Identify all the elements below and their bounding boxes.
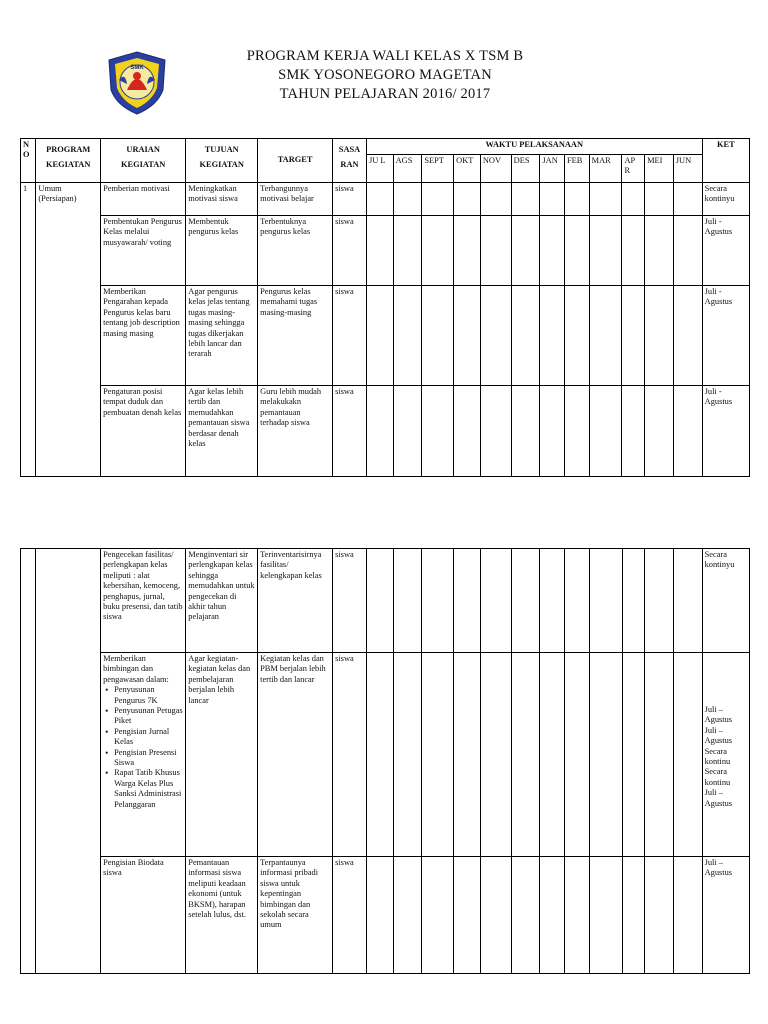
- work-program-table-continued: [20, 548, 750, 974]
- work-program-table: [20, 138, 750, 477]
- table-row: [21, 857, 750, 974]
- col-header-target: TARGET: [258, 139, 333, 183]
- cell-target: Terinventarisirnya fasilitas/ kelengkapan kelas: [258, 549, 333, 653]
- table-row: [21, 653, 750, 857]
- table-row: [21, 216, 750, 286]
- month-header: NOV: [480, 155, 511, 183]
- table-row: [21, 386, 750, 477]
- month-header: AGS: [393, 155, 422, 183]
- col-header-waktu: WAKTU PELAKSANAAN: [366, 139, 702, 155]
- doc-title-line-3: TAHUN PELAJARAN 2016/ 2017: [279, 86, 491, 102]
- list-item: • Rapat Tatib Khusus Warga Kelas Plus Sanksi Administrasi Pelanggaran: [114, 768, 183, 810]
- cell-target: Terbangunnya motivasi belajar: [258, 183, 333, 216]
- cell-uraian: Pengecekan fasilitas/ perlengkapan kelas meliputi : alat kebersihan, kemoceng, penghapus, jurnal, buku presensi, dan tatib siswa: [101, 549, 186, 653]
- cell-tujuan: Membentuk pengurus kelas: [186, 216, 258, 286]
- cell-tujuan: Meningkatkan motivasi siswa: [186, 183, 258, 216]
- month-header: AP R: [622, 155, 645, 183]
- cell-tujuan: Agar kegiatan-kegiatan kelas dan pembelajaran berjalan lebih lancar: [186, 653, 258, 857]
- table-row: [21, 183, 750, 216]
- cell-sasaran: siswa: [333, 857, 367, 974]
- cell-uraian: Pemberian motivasi: [101, 183, 186, 216]
- doc-title-line-2: SMK YOSONEGORO MAGETAN: [278, 67, 492, 83]
- cell-sasaran: siswa: [333, 653, 367, 857]
- cell-tujuan: Pemantauan informasi siswa meliputi keadaan ekonomi (untuk BKSM), harapan setelah lulus, dst.: [186, 857, 258, 974]
- cell-ket: Juli - Agustus: [702, 216, 749, 286]
- table-row: [21, 549, 750, 653]
- cell-target: Guru lebih mudah melakukakn pemantauan terhadap siswa: [258, 386, 333, 477]
- month-header: SEPT: [422, 155, 454, 183]
- cell-no: 1: [21, 183, 36, 477]
- month-header: JU L: [366, 155, 393, 183]
- cell-ket: Secara kontinyu: [702, 183, 749, 216]
- school-shield-logo: [105, 50, 169, 116]
- cell-tujuan: Menginventari sir perlengkapan kelas sehingga memudahkan untuk pengecekan di akhir tahun pelajaran: [186, 549, 258, 653]
- cell-uraian: Pengaturan posisi tempat duduk dan pembuatan denah kelas: [101, 386, 186, 477]
- cell-target: Terbentuknya pengurus kelas: [258, 216, 333, 286]
- cell-target: Kegiatan kelas dan PBM berjalan lebih tertib dan lancar: [258, 653, 333, 857]
- cell-ket: Juli – Agustus Juli – Agustus Secara kontinu Secara kontinu Juli – Agustus: [702, 653, 749, 857]
- month-header: MAR: [589, 155, 622, 183]
- list-item: • Penyusunan Petugas Piket: [114, 706, 183, 727]
- cell-target: Terpantaunya informasi pribadi siswa untuk kepentingan bimbingan dan sekolah secara umum: [258, 857, 333, 974]
- month-header: MEI: [645, 155, 674, 183]
- cell-sasaran: siswa: [333, 183, 367, 216]
- cell-sasaran: siswa: [333, 286, 367, 386]
- cell-target: Pengurus kelas memahami tugas masing-masing: [258, 286, 333, 386]
- cell-tujuan: Agar kelas lebih tertib dan memudahkan pemantauan siswa berdasar denah kelas: [186, 386, 258, 477]
- cell-uraian: Pembentukan Pengurus Kelas melalui musyawarah/ voting: [101, 216, 186, 286]
- cell-ket: Juli - Agustus: [702, 386, 749, 477]
- doc-title-line-1: PROGRAM KERJA WALI KELAS X TSM B: [246, 48, 524, 64]
- cell-ket: Juli - Agustus: [702, 286, 749, 386]
- cell-ket: Secara kontinyu: [702, 549, 749, 653]
- cell-uraian: Pengisian Biodata siswa: [101, 857, 186, 974]
- month-header: JUN: [673, 155, 702, 183]
- cell-uraian: Memberikan Pengarahan kepada Pengurus kelas baru tentang job description masing masing: [101, 286, 186, 386]
- logo-text-top: SMK: [130, 65, 144, 71]
- cell-sasaran: siswa: [333, 386, 367, 477]
- col-header-program: PROGRAM KEGIATAN: [36, 139, 101, 183]
- month-header: DES: [511, 155, 540, 183]
- cell-uraian: Memberikan bimbingan dan pengawasan dalam: • Penyusunan Pengurus 7K • Penyusunan Petugas Piket • Pengisian Jurnal Kelas • Pengisian Presensi Siswa • Rapat Tatib Khusus Warga Kelas Plus Sanksi Administrasi Pelanggaran: [101, 653, 186, 857]
- col-header-no: N O: [21, 139, 36, 183]
- col-header-tujuan: TUJUAN KEGIATAN: [186, 139, 258, 183]
- list-item: • Penyusunan Pengurus 7K: [114, 685, 183, 706]
- cell-program: Umum (Persiapan): [36, 183, 101, 477]
- col-header-sasaran: SASA RAN: [333, 139, 367, 183]
- month-header: FEB: [565, 155, 590, 183]
- col-header-ket: KET: [702, 139, 749, 183]
- col-header-uraian: URAIAN KEGIATAN: [101, 139, 186, 183]
- list-item: • Pengisian Presensi Siswa: [114, 748, 183, 769]
- month-header: JAN: [540, 155, 565, 183]
- list-item: • Pengisian Jurnal Kelas: [114, 727, 183, 748]
- cell-sasaran: siswa: [333, 549, 367, 653]
- month-header: OKT: [454, 155, 481, 183]
- cell-sasaran: siswa: [333, 216, 367, 286]
- cell-tujuan: Agar pengurus kelas jelas tentang tugas masing-masing sehingga tugas dikerjakan lebih lancar dan terarah: [186, 286, 258, 386]
- table-row: [21, 286, 750, 386]
- cell-ket: Juli – Agustus: [702, 857, 749, 974]
